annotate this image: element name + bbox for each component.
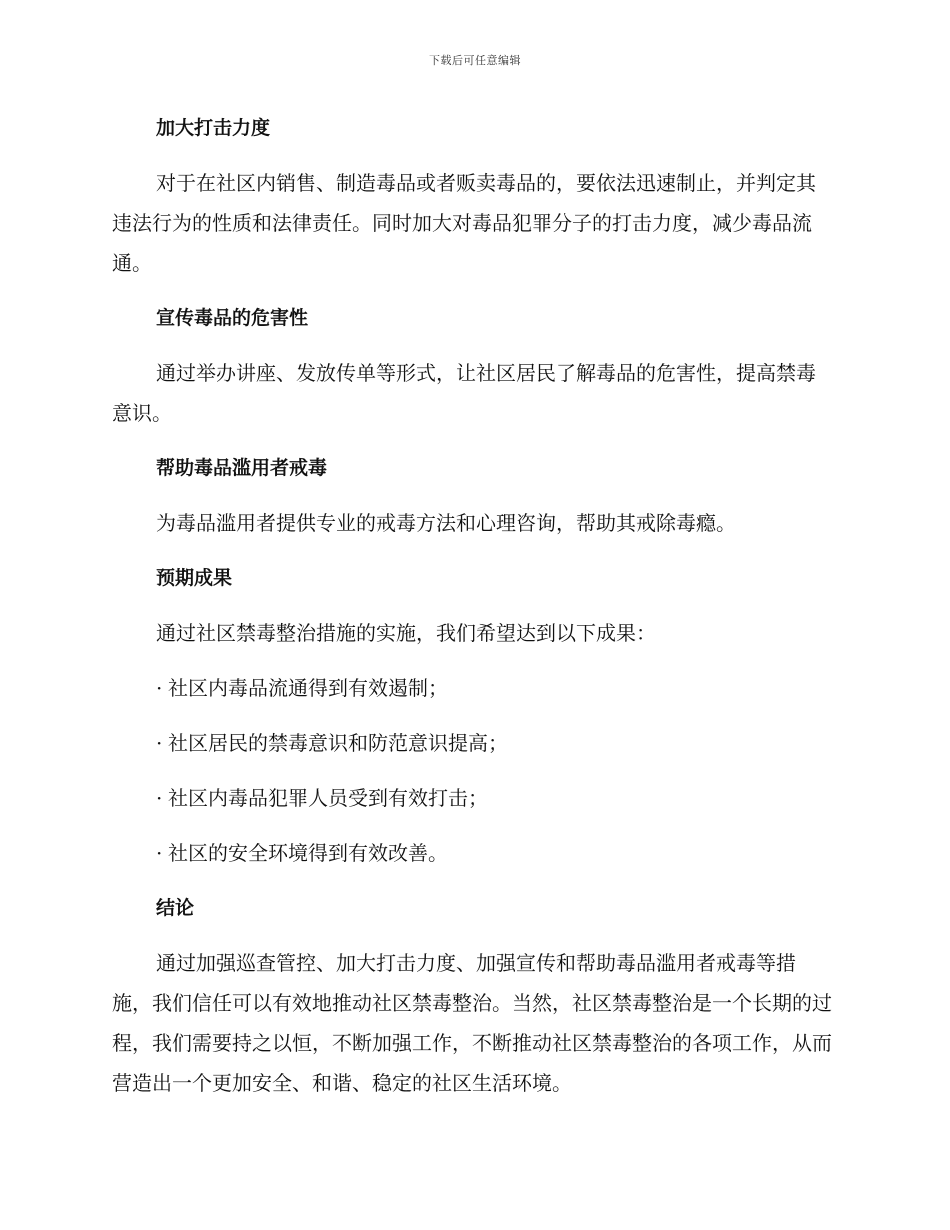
bullet-marker: · <box>156 786 163 810</box>
section-heading: 预期成果 <box>156 567 233 589</box>
list-item-text: 社区居民的禁毒意识和防范意识提高； <box>168 731 508 755</box>
bullet-marker: · <box>156 676 163 700</box>
paragraph: 为毒品滥用者提供专业的戒毒方法和心理咨询，帮助其戒除毒瘾。 <box>156 511 736 535</box>
list-item <box>112 833 832 873</box>
paragraph: 通过社区禁毒整治措施的实施，我们希望达到以下成果： <box>156 621 656 645</box>
bullet-marker: · <box>156 841 163 865</box>
section-heading: 帮助毒品滥用者戒毒 <box>156 457 328 479</box>
list-item <box>112 778 832 818</box>
list-item <box>112 723 832 763</box>
list-item-text: 社区内毒品犯罪人员受到有效打击； <box>168 786 488 810</box>
list-item <box>112 668 832 708</box>
paragraph: 对于在社区内销售、制造毒品或者贩卖毒品的，要依法迅速制止，并判定其违法行为的性质和法律责任。同时加大对毒品犯罪分子的打击力度，减少毒品流通。 <box>112 171 816 275</box>
list-item-text: 社区的安全环境得到有效改善。 <box>168 841 448 865</box>
section-heading: 加大打击力度 <box>156 117 271 139</box>
list-item-text: 社区内毒品流通得到有效遏制； <box>168 676 448 700</box>
paragraph: 通过加强巡查管控、加大打击力度、加强宣传和帮助毒品滥用者戒毒等措施，我们信任可以有效地推动社区禁毒整治。当然，社区禁毒整治是一个长期的过程，我们需要持之以恒，不断加强工作，不断推动社区禁毒整治的各项工作，从而营造出一个更加安全、和谐、稳定的社区生活环境。 <box>112 951 832 1095</box>
section-heading: 结论 <box>156 897 195 919</box>
document-body <box>112 108 832 1118</box>
section-heading: 宣传毒品的危害性 <box>156 307 309 329</box>
bullet-marker: · <box>156 731 163 755</box>
paragraph: 通过举办讲座、发放传单等形式，让社区居民了解毒品的危害性，提高禁毒意识。 <box>112 361 816 425</box>
page-header: 下载后可任意编辑 <box>429 54 521 67</box>
